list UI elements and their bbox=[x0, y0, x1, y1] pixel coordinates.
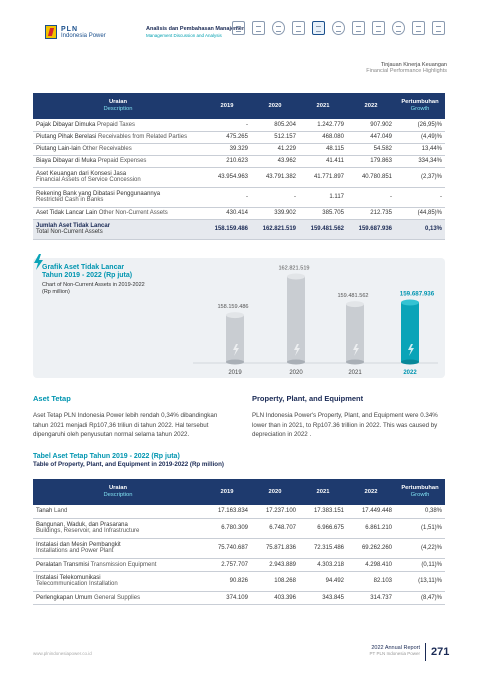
cell-value: 69.262.260 bbox=[347, 538, 395, 558]
header-description: Uraian Description bbox=[103, 99, 133, 112]
label-id: Biaya Dibayar di Muka bbox=[36, 158, 97, 164]
cell-value: 2.943.889 bbox=[251, 558, 299, 571]
paragraph-id: Aset Tetap PLN Indonesia Power lebih rendah 0,34% dibandingkan tahun 2021 menjadi Rp107,36 triliun di tahun 2022. Hal tersebut dipengaruhi oleh penyusutan normal selama tahun 2022. bbox=[33, 412, 218, 439]
row-description bbox=[33, 538, 203, 558]
cell-value: 158.159.486 bbox=[203, 219, 251, 239]
label-en: Prepaid Expenses bbox=[97, 158, 147, 164]
cell-value: 43.954.963 bbox=[203, 167, 251, 187]
cell-value: 17.383.151 bbox=[299, 505, 347, 518]
bar-bottom bbox=[287, 360, 305, 365]
cell-value: 4.303.218 bbox=[299, 558, 347, 571]
cell-value: 94.492 bbox=[299, 571, 347, 591]
row-description bbox=[33, 558, 203, 571]
cell-value: 17.449.448 bbox=[347, 505, 395, 518]
label-en: Buildings, Reservoir, and Infrastructure bbox=[36, 528, 140, 534]
table-row bbox=[33, 155, 445, 167]
x-tick-label: 2021 bbox=[348, 370, 362, 376]
cell-value: 54.582 bbox=[347, 143, 395, 155]
bar-2021 bbox=[346, 301, 364, 364]
cell-value: 403.396 bbox=[251, 591, 299, 604]
row-description bbox=[33, 571, 203, 591]
book-icon[interactable] bbox=[412, 21, 425, 35]
row-description bbox=[33, 219, 203, 239]
table-row bbox=[33, 538, 445, 558]
cell-value: 512.157 bbox=[251, 131, 299, 143]
header-year: 2022 bbox=[364, 488, 378, 495]
cell-value: 90.826 bbox=[203, 571, 251, 591]
cell-value: 159.687.936 bbox=[347, 219, 395, 239]
cell-value: 17.237.100 bbox=[251, 505, 299, 518]
x-tick-label: 2022 bbox=[403, 370, 417, 376]
bar-2019 bbox=[226, 312, 244, 364]
people-icon[interactable] bbox=[352, 21, 365, 35]
data-label: 159.687.936 bbox=[399, 290, 435, 298]
data-label: 159.481.562 bbox=[337, 293, 369, 300]
cell-growth: (4,49)% bbox=[395, 131, 445, 143]
table-row bbox=[33, 505, 445, 518]
cell-value: 343.845 bbox=[299, 591, 347, 604]
page-number: 271 bbox=[431, 646, 450, 658]
cell-value: 75.740.687 bbox=[203, 538, 251, 558]
table-header bbox=[33, 479, 445, 505]
cell-value: 72.315.486 bbox=[299, 538, 347, 558]
label-id: Pajak Dibayar Dimuka bbox=[36, 121, 96, 128]
table-row bbox=[33, 518, 445, 538]
total-row bbox=[33, 219, 445, 239]
table2-title bbox=[33, 453, 224, 468]
table-row bbox=[33, 558, 445, 571]
header-year: 2020 bbox=[268, 488, 282, 495]
row-description bbox=[33, 505, 203, 518]
section-tag bbox=[366, 62, 447, 74]
cell-value: 1.242.779 bbox=[299, 119, 347, 131]
cell-value: 210.623 bbox=[203, 155, 251, 167]
row-description bbox=[33, 187, 203, 207]
cell-value: 6.861.210 bbox=[347, 518, 395, 538]
gear-icon[interactable] bbox=[332, 21, 345, 35]
cell-value: 374.109 bbox=[203, 591, 251, 604]
table-row bbox=[33, 591, 445, 604]
label-en: Other Non-Current Assets bbox=[98, 210, 168, 216]
chart-icon[interactable] bbox=[252, 21, 265, 35]
cell-growth: (13,11)% bbox=[395, 571, 445, 591]
label-id: Peralatan Transmisi bbox=[36, 561, 90, 568]
table-row bbox=[33, 143, 445, 155]
row-description bbox=[33, 131, 203, 143]
section-heading-id: Aset Tetap bbox=[33, 394, 71, 403]
section-title-id: Tinjauan Kinerja Keuangan bbox=[380, 62, 447, 68]
cell-value: 48.115 bbox=[299, 143, 347, 155]
cell-value: 475.265 bbox=[203, 131, 251, 143]
cell-value: 43.962 bbox=[251, 155, 299, 167]
pln-logo-icon bbox=[45, 25, 57, 39]
cell-value: 805.204 bbox=[251, 119, 299, 131]
non-current-assets-table bbox=[33, 93, 445, 240]
label-en: Telecommunication Installation bbox=[36, 581, 118, 587]
chart-title-en: Chart of Non-Current Assets in 2019-2022 bbox=[42, 281, 145, 288]
cell-value: 162.821.519 bbox=[251, 219, 299, 239]
cell-growth: (1,51)% bbox=[395, 518, 445, 538]
cell-growth: (4,22)% bbox=[395, 538, 445, 558]
chart-title-id: Grafik Aset Tidak Lancar bbox=[42, 264, 125, 271]
cell-value: 179.863 bbox=[347, 155, 395, 167]
footer-report-title: 2022 Annual Report bbox=[371, 645, 420, 651]
table-row bbox=[33, 167, 445, 187]
chart-title-id-years: Tahun 2019 - 2022 (Rp juta) bbox=[42, 272, 133, 280]
building-icon[interactable] bbox=[272, 21, 285, 35]
table-row bbox=[33, 131, 445, 143]
header-year: 2022 bbox=[364, 102, 378, 109]
table-row bbox=[33, 187, 445, 207]
bar-bottom bbox=[401, 360, 419, 365]
fixed-assets-table bbox=[33, 479, 445, 605]
cell-value: 75.871.836 bbox=[251, 538, 299, 558]
header-year: 2019 bbox=[220, 488, 234, 495]
label-id: Aset Keuangan dari Konsesi Jasa bbox=[36, 171, 127, 177]
report-icon[interactable] bbox=[232, 21, 245, 35]
logo-subtitle: Indonesia Power bbox=[61, 32, 106, 39]
cell-value: 447.049 bbox=[347, 131, 395, 143]
label-id: Aset Tidak Lancar Lain bbox=[36, 210, 98, 216]
cell-value: 41.771.897 bbox=[299, 167, 347, 187]
table-header bbox=[33, 93, 445, 119]
cell-value: 468.080 bbox=[299, 131, 347, 143]
section-heading-en: Property, Plant, and Equipment bbox=[252, 394, 364, 403]
label-id: Piutang Pihak Berelasi bbox=[36, 134, 97, 140]
chapter-title-id: Analisis dan Pembahasan Manajemen bbox=[146, 26, 246, 32]
label-id: Jumlah Aset Tidak Lancar bbox=[36, 223, 111, 229]
label-en: Receivables from Related Parties bbox=[98, 134, 188, 140]
bar-top bbox=[226, 312, 244, 318]
x-tick-label: 2020 bbox=[289, 370, 303, 376]
cell-value: 82.103 bbox=[347, 571, 395, 591]
cell-value: 907.902 bbox=[347, 119, 395, 131]
footer-url: www.plnindonesiapower.co.id bbox=[33, 651, 92, 656]
cell-growth: 13,44% bbox=[395, 143, 445, 155]
table-row bbox=[33, 119, 445, 131]
cell-growth: (44,85)% bbox=[395, 207, 445, 219]
row-description bbox=[33, 119, 203, 131]
cell-value: 108.268 bbox=[251, 571, 299, 591]
label-en: Financial Assets of Service Concession bbox=[36, 177, 141, 183]
company-logo bbox=[45, 25, 106, 39]
row-description bbox=[33, 167, 203, 187]
bar-top bbox=[401, 299, 419, 305]
cell-growth: (2,37)% bbox=[395, 167, 445, 187]
label-en: Total Non-Current Assets bbox=[36, 229, 103, 235]
cell-value: 41.411 bbox=[299, 155, 347, 167]
chapter-title bbox=[146, 26, 245, 38]
page-header bbox=[0, 0, 480, 50]
analysis-icon[interactable] bbox=[312, 21, 325, 35]
bar-bottom bbox=[346, 360, 364, 365]
row-description bbox=[33, 518, 203, 538]
logo-name: PLN bbox=[61, 25, 78, 33]
bar-top bbox=[287, 273, 305, 279]
label-id: Instalasi dan Mesin Pembangkit bbox=[36, 542, 121, 548]
label-en: Land bbox=[54, 508, 68, 515]
data-label: 158.159.486 bbox=[217, 304, 249, 311]
chart-title-unit: (Rp million) bbox=[42, 289, 70, 296]
label-en: Prepaid Taxes bbox=[97, 121, 135, 128]
globe-icon[interactable] bbox=[432, 21, 445, 35]
header-year: 2021 bbox=[316, 102, 330, 109]
cell-value: 159.481.562 bbox=[299, 219, 347, 239]
leaf-icon[interactable] bbox=[372, 21, 385, 35]
non-current-assets-chart bbox=[33, 258, 445, 378]
row-description bbox=[33, 143, 203, 155]
bar-2022 bbox=[401, 299, 419, 364]
cell-value: 6.780.309 bbox=[203, 518, 251, 538]
footer-divider bbox=[425, 643, 426, 661]
cell-value: 17.163.834 bbox=[203, 505, 251, 518]
cell-growth: (26,95)% bbox=[395, 119, 445, 131]
label-id: Bangunan, Waduk, dan Prasarana bbox=[36, 522, 128, 528]
row-description bbox=[33, 591, 203, 604]
chapter-nav bbox=[232, 21, 445, 35]
chapter-title-en: Management Discussion and Analysis bbox=[146, 33, 222, 38]
header-year: 2020 bbox=[268, 102, 282, 109]
label-id: Perlengkapan Umum bbox=[36, 594, 93, 601]
cell-value: - bbox=[251, 187, 299, 207]
row-description bbox=[33, 207, 203, 219]
paragraph-en: PLN Indonesia Power's Property, Plant, and Equipment were 0.34% lower than in 2021, to Rp107.36 trillion in 2022. This was caused by depreciation in 2022 . bbox=[252, 412, 438, 439]
document-icon[interactable] bbox=[292, 21, 305, 35]
cell-value: 430.414 bbox=[203, 207, 251, 219]
table-row bbox=[33, 571, 445, 591]
bar-top bbox=[346, 301, 364, 307]
row-description bbox=[33, 155, 203, 167]
cell-value: 40.780.851 bbox=[347, 167, 395, 187]
cell-value: - bbox=[203, 119, 251, 131]
cell-value: 41.229 bbox=[251, 143, 299, 155]
label-en: Restricted Cash in Banks bbox=[36, 197, 104, 203]
cell-value: 339.902 bbox=[251, 207, 299, 219]
table2-title-en: Table of Property, Plant, and Equipment in 2019-2022 (Rp million) bbox=[33, 461, 224, 468]
cell-growth: 0,13% bbox=[395, 219, 445, 239]
table2-title-id: Tabel Aset Tetap Tahun 2019 - 2022 (Rp juta) bbox=[33, 453, 180, 460]
cell-value: 6.966.675 bbox=[299, 518, 347, 538]
header-year: 2021 bbox=[316, 488, 330, 495]
label-en: Transmission Equipment bbox=[90, 561, 157, 568]
cell-value: 39.329 bbox=[203, 143, 251, 155]
label-id: Piutang Lain-lain bbox=[36, 146, 81, 152]
cell-value: 1.117 bbox=[299, 187, 347, 207]
header-growth: Pertumbuhan Growth bbox=[395, 479, 445, 505]
label-id: Tanah bbox=[36, 508, 53, 515]
cell-value: - bbox=[347, 187, 395, 207]
section-title-en: Financial Performance Highlights bbox=[366, 68, 447, 74]
label-en: General Supplies bbox=[94, 594, 141, 601]
cell-value: 4.298.410 bbox=[347, 558, 395, 571]
label-id: Instalasi Telekomunikasi bbox=[36, 575, 101, 581]
label-en: Installations and Power Plant bbox=[36, 548, 114, 554]
table-row bbox=[33, 207, 445, 219]
cell-growth: (0,11)% bbox=[395, 558, 445, 571]
data-label: 162.821.519 bbox=[278, 265, 310, 272]
footer-company: PT PLN Indonesia Power bbox=[369, 651, 420, 656]
cell-value: 385.705 bbox=[299, 207, 347, 219]
label-id: Rekening Bank yang Dibatasi Penggunaannya bbox=[36, 191, 161, 197]
cell-growth: - bbox=[395, 187, 445, 207]
header-description: Uraian Description bbox=[103, 485, 133, 498]
footer-report bbox=[364, 645, 420, 656]
cell-value: 314.737 bbox=[347, 591, 395, 604]
cell-growth: (8,47)% bbox=[395, 591, 445, 604]
header-year: 2019 bbox=[220, 102, 234, 109]
cell-value: - bbox=[203, 187, 251, 207]
bar-2020 bbox=[287, 273, 305, 364]
cell-growth: 0,38% bbox=[395, 505, 445, 518]
cell-growth: 334,34% bbox=[395, 155, 445, 167]
cell-value: 43.791.382 bbox=[251, 167, 299, 187]
shield-icon[interactable] bbox=[392, 21, 405, 35]
cell-value: 212.735 bbox=[347, 207, 395, 219]
x-tick-label: 2019 bbox=[228, 370, 242, 376]
header-growth: Pertumbuhan Growth bbox=[395, 93, 445, 119]
bar bbox=[226, 315, 244, 362]
bar-bottom bbox=[226, 360, 244, 365]
cell-value: 2.757.707 bbox=[203, 558, 251, 571]
cell-value: 6.748.707 bbox=[251, 518, 299, 538]
label-en: Other Receivables bbox=[82, 146, 132, 152]
